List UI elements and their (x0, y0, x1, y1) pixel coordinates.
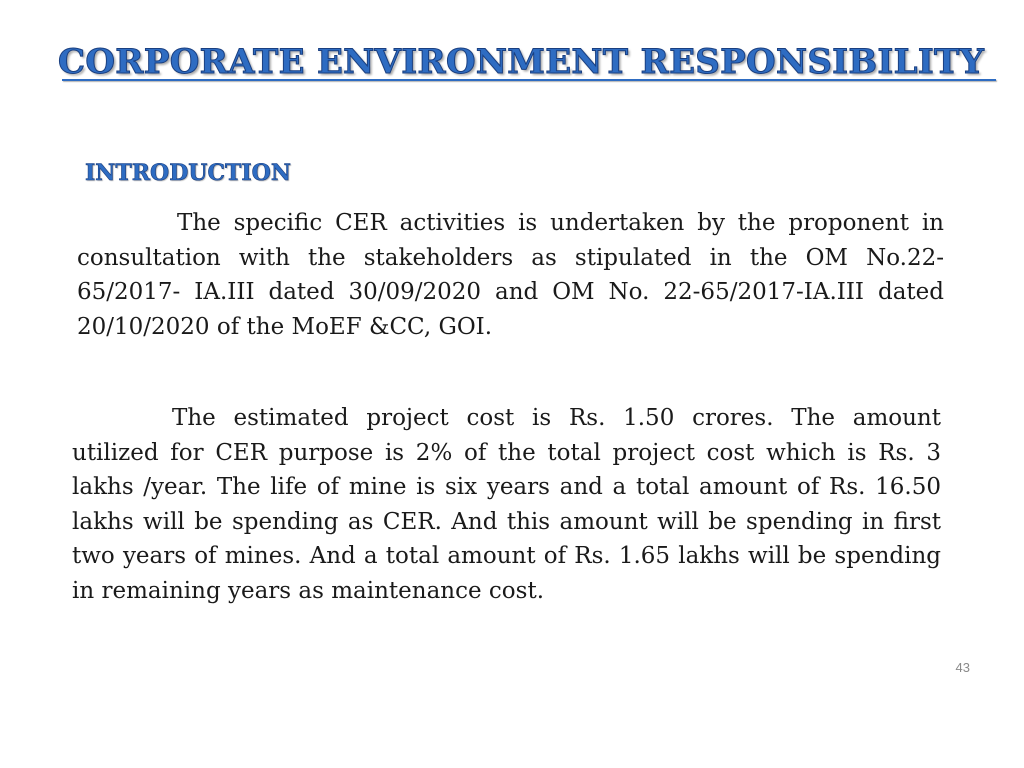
slide-title: CORPORATE ENVIRONMENT RESPONSIBILITY (58, 42, 985, 82)
paragraph-cer-activities: The specific CER activities is undertaken by the proponent in consultation with the stakeholders as stipulated in the OM No.22-65/2017- IA.III dated 30/09/2020 and OM No. 22-65/2017-IA.III dated 20/10/2020 of the MoEF &CC, GOI. (77, 210, 944, 340)
paragraph-project-cost: The estimated project cost is Rs. 1.50 crores. The amount utilized for CER purpose is 2% of the total project cost which is Rs. 3 lakhs /year. The life of mine is six years and a total amount of Rs. 16.50 lakhs will be spending as CER. And this amount will be spending in first two years of mines. And a total amount of Rs. 1.65 lakhs will be spending in remaining years as maintenance cost. (72, 405, 941, 604)
title-underline (62, 79, 996, 81)
page-number: 43 (955, 660, 970, 675)
section-heading-introduction: INTRODUCTION (85, 160, 291, 186)
